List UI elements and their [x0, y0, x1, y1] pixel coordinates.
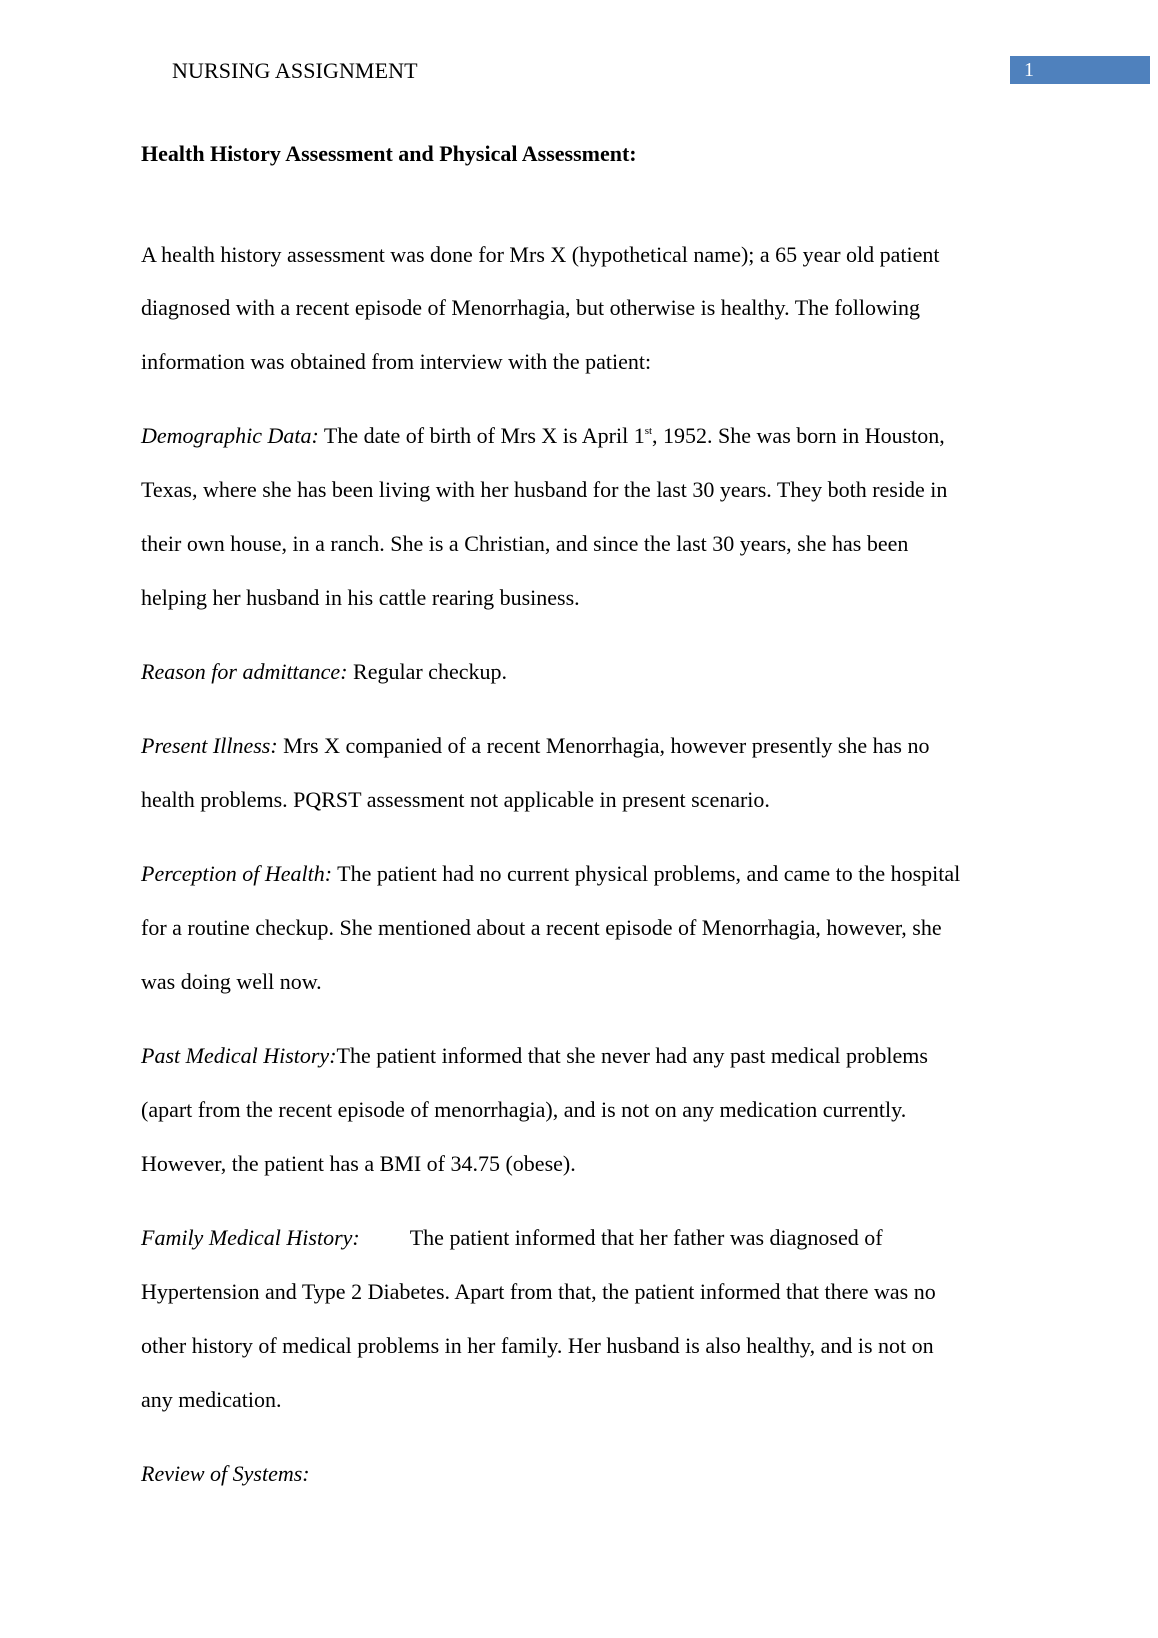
reason-text: Regular checkup.: [347, 659, 507, 684]
intro-line-1: A health history assessment was done for Mrs X (hypothetical name); a 65 year old patient: [141, 242, 940, 267]
family-medical-label: Family Medical History:: [141, 1225, 360, 1250]
page-number-box: [1010, 56, 1150, 84]
demographic-line-2: Texas, where she has been living with her husband for the last 30 years. They both reside in: [141, 477, 948, 502]
present-illness-line-2: health problems. PQRST assessment not applicable in present scenario.: [141, 787, 770, 812]
demographic-line-4: helping her husband in his cattle rearing business.: [141, 585, 580, 610]
demographic-line-1: [141, 421, 945, 451]
demographic-text-b: , 1952. She was born in Houston,: [652, 423, 945, 448]
past-medical-label: Past Medical History:: [141, 1043, 337, 1068]
page-number: 1: [1024, 59, 1034, 81]
review-label: Review of Systems:: [141, 1461, 310, 1486]
perception-label: Perception of Health:: [141, 861, 333, 886]
demographic-label: Demographic Data:: [141, 423, 319, 448]
perception-line-3: was doing well now.: [141, 969, 322, 994]
ordinal-suffix: st: [644, 425, 653, 437]
past-medical-line-3: However, the patient has a BMI of 34.75 (obese).: [141, 1151, 576, 1176]
intro-line-3: information was obtained from interview with the patient:: [141, 349, 652, 374]
present-illness-text: Mrs X companied of a recent Menorrhagia, however presently she has no: [277, 733, 930, 758]
present-illness-line-1: [141, 731, 930, 761]
intro-line-2: diagnosed with a recent episode of Menorrhagia, but otherwise is healthy. The following: [141, 295, 920, 320]
perception-text: The patient had no current physical problems, and came to the hospital: [332, 861, 961, 886]
demographic-line-3: their own house, in a ranch. She is a Christian, and since the last 30 years, she has been: [141, 531, 909, 556]
family-medical-line-3: other history of medical problems in her family. Her husband is also healthy, and is not on: [141, 1333, 934, 1358]
reason-line: [141, 657, 507, 687]
demographic-text-a: The date of birth of Mrs X is April 1: [318, 423, 645, 448]
reason-label: Reason for admittance:: [141, 659, 348, 684]
family-medical-text: The patient informed that her father was diagnosed of: [409, 1225, 883, 1250]
past-medical-text: The patient informed that she never had any past medical problems: [336, 1043, 928, 1068]
past-medical-line-1: [141, 1041, 928, 1071]
running-head-title: NURSING ASSIGNMENT: [172, 58, 418, 83]
present-illness-label: Present Illness:: [141, 733, 278, 758]
perception-line-2: for a routine checkup. She mentioned about a recent episode of Menorrhagia, however, she: [141, 915, 942, 940]
family-medical-line-1: [141, 1223, 883, 1253]
family-medical-line-4: any medication.: [141, 1387, 282, 1412]
family-medical-line-2: Hypertension and Type 2 Diabetes. Apart from that, the patient informed that there was no: [141, 1279, 936, 1304]
section-heading: Health History Assessment and Physical Assessment:: [141, 141, 637, 166]
past-medical-line-2: (apart from the recent episode of menorrhagia), and is not on any medication currently.: [141, 1097, 907, 1122]
perception-line-1: [141, 859, 960, 889]
review-line: [141, 1459, 310, 1489]
